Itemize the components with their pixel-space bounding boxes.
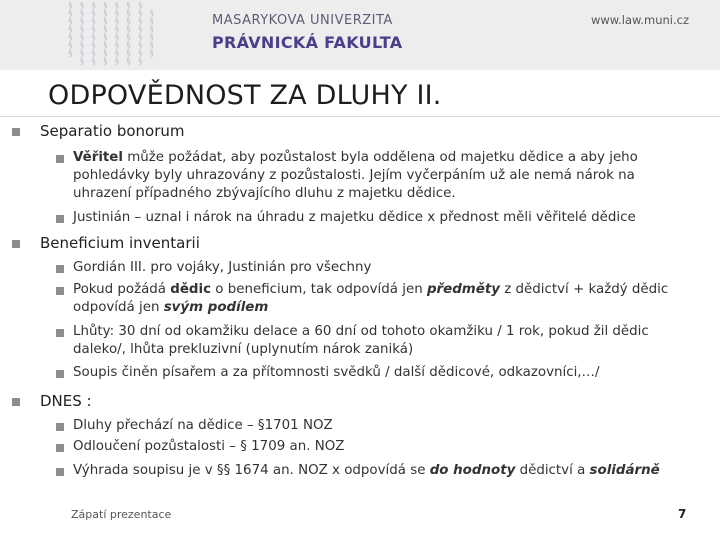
square-bullet-icon [56,215,64,223]
list-item-continuation: odpovídá jen svým podílem [73,300,269,315]
list-item: Dluhy přechází na dědice – §1701 NOZ [73,418,333,433]
section-heading: DNES : [40,392,92,410]
bold-term: Věřitel [73,150,123,165]
square-bullet-icon [12,240,20,248]
square-bullet-icon [56,265,64,273]
list-item: Věřitel může požádat, aby pozůstalost byla oddělena od majetku dědice a aby jeho [73,150,638,165]
square-bullet-icon [56,329,64,337]
square-bullet-icon [56,423,64,431]
page-number: 7 [678,507,687,521]
list-item: Výhrada soupisu je v §§ 1674 an. NOZ x odpovídá se do hodnoty dědictví a solidárně [73,463,660,478]
university-logo-pattern: § § § § § § § § § § § § § § § § § § § § § § § § § § § § § § § § § § § § § § § § § § § § § § § § § § § § § § § § § § § § § [68,2,156,66]
list-item: Pokud požádá dědic o beneficium, tak odpovídá jen předměty z dědictví + každý dědic [73,282,669,297]
list-item: Lhůty: 30 dní od okamžiku delace a 60 dní od tohoto okamžiku / 1 rok, pokud žil dědic [73,324,649,339]
list-item: Soupis činěn písařem a za přítomnosti svědků / další dědicové, odkazovníci,…/ [73,365,600,380]
slide-title: ODPOVĚDNOST ZA DLUHY II. [48,80,442,111]
footer-text: Zápatí prezentace [71,508,172,521]
square-bullet-icon [12,128,20,136]
list-item: Gordián III. pro vojáky, Justinián pro všechny [73,260,372,275]
square-bullet-icon [56,287,64,295]
list-item-continuation: pohledávky byly uhrazovány z pozůstalosti. Jejím vyčerpáním už ale nemá nárok na [73,168,635,183]
square-bullet-icon [56,468,64,476]
square-bullet-icon [56,370,64,378]
list-item: Odloučení pozůstalosti – § 1709 an. NOZ [73,439,345,454]
section-heading: Separatio bonorum [40,122,185,140]
square-bullet-icon [56,155,64,163]
section-heading: Beneficium inventarii [40,234,200,252]
list-item-continuation: uhrazení případného zbývajícího dluhu z majetku dědice. [73,186,456,201]
list-item: Justinián – uznal i nárok na úhradu z majetku dědice x přednost měli věřitelé dědice [73,210,636,225]
list-item-continuation: daleko/, lhůta prekluzivní (uplynutím nárok zaniká) [73,342,414,357]
square-bullet-icon [56,444,64,452]
faculty-name: PRÁVNICKÁ FAKULTA [212,33,403,52]
website-url[interactable]: www.law.muni.cz [590,13,689,27]
square-bullet-icon [12,398,20,406]
university-name: MASARYKOVA UNIVERZITA [212,13,393,28]
